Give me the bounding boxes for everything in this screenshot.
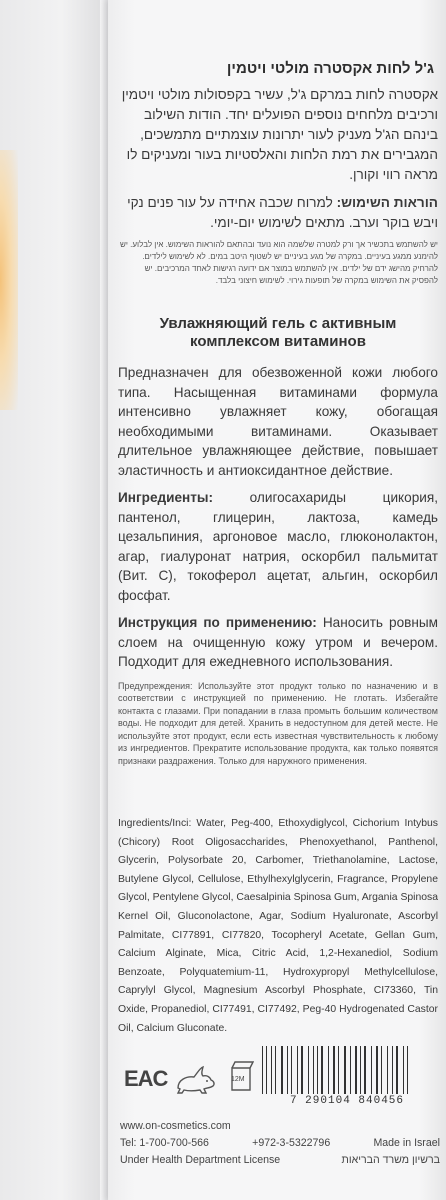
barcode-bar <box>383 1046 386 1094</box>
pao-12m-icon <box>228 1060 254 1094</box>
barcode-bar <box>360 1046 361 1094</box>
barcode-bar <box>379 1046 380 1094</box>
barcode-bar <box>324 1046 327 1094</box>
barcode-bar <box>275 1046 276 1094</box>
barcode <box>262 1046 432 1106</box>
hebrew-description: אקסטרה לחות במרקם ג'ל, עשיר בקפסולות מולטי ויטמין ורכיבים מלחחים נוספים הפועלים יחד. הודות השילוב בינהם הג'ל מעניק לעור יתרונות עוצמתיים מתמשכים, המגבירים את רמת הלחות והאלסטיות בעור ומעניקים לו מראה רווי וקורן. <box>121 87 438 182</box>
barcode-bar <box>350 1046 351 1094</box>
russian-title: Увлажняющий гель с активным комплексом витаминов <box>159 315 397 350</box>
inci-label: Ingredients/Inci: <box>118 818 192 829</box>
hebrew-usage-text: למרוח שכבה אחידה על עור פנים נקי ויבש בוקר וערב. מתאים לשימוש יום-יומי. <box>127 195 438 230</box>
barcode-bar <box>315 1046 316 1094</box>
barcode-bar <box>340 1046 343 1094</box>
barcode-bar <box>284 1046 286 1094</box>
barcode-bar <box>264 1046 265 1094</box>
barcode-bar <box>289 1046 290 1094</box>
barcode-bar <box>287 1046 288 1094</box>
barcode-bar <box>291 1046 292 1094</box>
barcode-bar <box>301 1046 303 1094</box>
barcode-bar <box>399 1046 402 1094</box>
orange-decoration <box>0 150 18 410</box>
russian-usage <box>118 613 438 672</box>
eac-mark-icon: EAC <box>124 1066 168 1091</box>
barcode-bar <box>328 1046 329 1094</box>
footer-license-en: Under Health Department License <box>120 1154 281 1166</box>
label-content <box>118 50 438 1038</box>
russian-ingredients <box>118 488 438 605</box>
hebrew-warning: יש להשתמש בתכשיר אך ורק למטרה שלשמה הוא נועד ובהתאם להוראות השימוש. אין לבלוע. יש להימנע ממגע בעיניים. במקרה של מגע בעיניים יש לשטוף היטב במים. לא לשימוש לילדים. להרחיק מהישג ידם של ילדים. אין להשתמש במוצר אם ידועה רגישות לאחד המרכיבים. יש להפסיק את השימוש במקרה של תופעות גירוי. לשימוש חיצוני בלבד. <box>120 240 438 285</box>
barcode-bar <box>268 1046 270 1094</box>
barcode-bar <box>371 1046 372 1094</box>
barcode-bar <box>396 1046 398 1094</box>
footer-tel: Tel: 1-700-700-566 <box>120 1137 209 1149</box>
barcode-bar <box>387 1046 388 1094</box>
barcode-bar <box>321 1046 323 1094</box>
barcode-bar <box>403 1046 404 1094</box>
barcode-bar <box>319 1046 320 1094</box>
barcode-bar <box>394 1046 395 1094</box>
barcode-bar <box>367 1046 370 1094</box>
barcode-bar <box>376 1046 378 1094</box>
barcode-bar <box>362 1046 363 1094</box>
barcode-bar <box>355 1046 357 1094</box>
barcode-bar <box>344 1046 346 1094</box>
barcode-bar <box>293 1046 296 1094</box>
barcode-bar <box>338 1046 339 1094</box>
hebrew-section <box>118 60 438 287</box>
barcode-bar <box>266 1046 267 1094</box>
footer <box>120 1118 440 1169</box>
barcode-bar <box>364 1046 366 1094</box>
barcode-bar <box>405 1046 406 1094</box>
barcode-bar <box>304 1046 307 1094</box>
barcode-bar <box>373 1046 375 1094</box>
hebrew-usage-label: הוראות השימוש: <box>336 195 438 210</box>
barcode-bar <box>273 1046 274 1094</box>
footer-phone2: +972-3-5322796 <box>252 1137 331 1149</box>
barcode-bar <box>352 1046 354 1094</box>
russian-section <box>118 315 438 767</box>
footer-license-he: ברשיון משרד הבריאות <box>341 1154 440 1166</box>
russian-usage-text: Наносить ровным слоем на очищенную кожу утром и вечером. Подходит для ежедневного использования. <box>118 615 438 669</box>
barcode-bars <box>262 1046 428 1094</box>
barcode-bar <box>299 1046 300 1094</box>
barcode-bar <box>347 1046 349 1094</box>
hebrew-title: ג'ל לחות אקסטרה מולטי ויטמין <box>226 60 434 77</box>
barcode-bar <box>317 1046 318 1094</box>
barcode-bar <box>392 1046 393 1094</box>
hebrew-usage <box>118 193 438 233</box>
russian-usage-label: Инструкция по применению: <box>118 615 317 630</box>
certification-icons <box>124 1058 274 1106</box>
russian-description: Предназначен для обезвоженной кожи любого типа. Насыщенная витаминами формула интенсивно увлажняет кожу, обогащая необходимыми витаминами. Оказывает длительное увлажняющее действие, повышает эластичность и антиоксидантное действие. <box>118 365 438 478</box>
russian-ingredients-text: олигосахариды цикория, пантенол, глицерин, лактоза, камедь цезальпиния, аргоновое масло, глюконолактон, агар, гиалуронат натрия, оскорбил пальмитат (Вит. С), токоферол ацетат, альгин, оскорбил фосфат. <box>118 490 438 603</box>
barcode-bar <box>277 1046 280 1094</box>
barcode-bar <box>389 1046 391 1094</box>
barcode-bar <box>271 1046 272 1094</box>
barcode-number: 7 290104 840456 <box>289 1095 405 1107</box>
barcode-bar <box>336 1046 337 1094</box>
inci-text: Water, Peg-400, Ethoxydiglycol, Cichorium Intybus (Chicory) Root Oligosaccharides, Phenoxyethanol, Panthenol, Glycerin, Polysorbate 20, Carbomer, Triethanolamine, Lactose, Butylene Glycol, Cellulose, Ethylhexylglycerin, Fragrance, Propylene Glycol, Pentylene Glycol, Caesalpinia Spinosa Gum, Argania Spinosa Kernel Oil, Gluconolactone, Agar, Sodium Hyaluronate, Ascorbyl Palmitate, CI77891, CI77820, Tocopheryl Acetate, Gellan Gum, Calcium Alginate, Mica, Citric Acid, 1,2-Hexanediol, Sodium Benzoate, Polyquatemium-11, Hydroxypropyl Methylcellulose, Caprylyl Glycol, Magnesium Ascorbyl Phosphate, CI73360, Tin Oxide, Propanediol, CI77491, CI77492, Peg-40 Hydrogenated Castor Oil, Calcium Gluconate. <box>118 818 439 1034</box>
barcode-bar <box>308 1046 309 1094</box>
footer-made-in: Made in Israel <box>373 1137 440 1149</box>
russian-ingredients-label: Ингредиенты: <box>118 490 214 505</box>
barcode-bar <box>297 1046 298 1094</box>
barcode-bar <box>381 1046 382 1094</box>
pao-12m-label: 12M <box>231 1076 245 1083</box>
barcode-bar <box>409 1046 410 1094</box>
rabbit-cruelty-free-icon <box>172 1064 218 1096</box>
barcode-bar <box>333 1046 335 1094</box>
barcode-bar <box>262 1046 263 1094</box>
barcode-bar <box>358 1046 359 1094</box>
barcode-bar <box>407 1046 408 1094</box>
footer-website: www.on-cosmetics.com <box>120 1120 231 1132</box>
barcode-bar <box>330 1046 332 1094</box>
inci-section <box>118 815 438 1038</box>
russian-warning: Предупреждения: Используйте этот продукт только по назначению и в соответствии с инструкцией по применению. Не глотать. Избегайте контакта с глазами. При попадании в глаза промыть большим количеством воды. Не подходит для детей. Хранить в недоступном для детей месте. Не используйте этот продукт, если есть известная чувствительность к любому из ингредиентов. Прекратите использование продукта, как только появятся признаки раздражения. Только для наружного применения. <box>118 680 438 766</box>
barcode-bar <box>310 1046 312 1094</box>
barcode-bar <box>281 1046 283 1094</box>
barcode-bar <box>313 1046 314 1094</box>
